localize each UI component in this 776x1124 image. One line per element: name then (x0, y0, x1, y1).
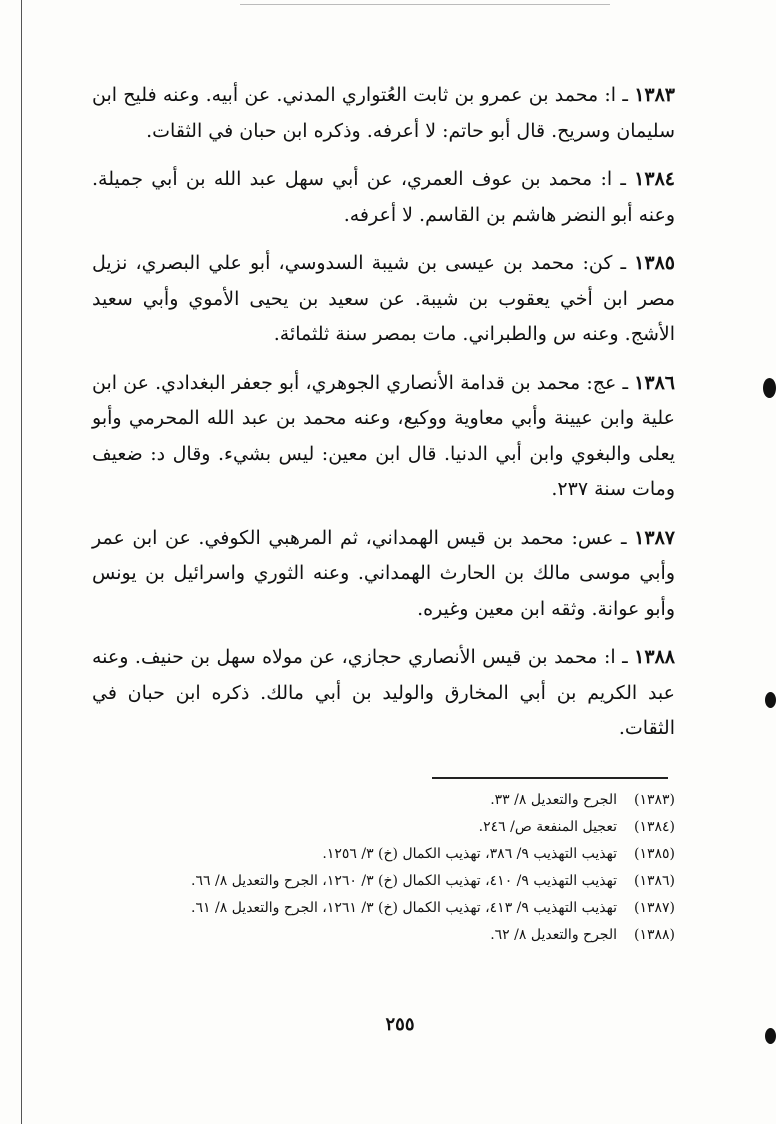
entry-1383 (92, 78, 675, 149)
footnote-1387 (140, 895, 675, 922)
entry-number: ١٣٨٧ (634, 526, 675, 549)
footnote-number: (١٣٨٧) (633, 900, 675, 916)
entry-number: ١٣٨٦ (634, 371, 675, 394)
footnote-1388 (140, 922, 675, 949)
entry-number: ١٣٨٣ (634, 84, 676, 106)
entry-1387 (92, 521, 675, 628)
footnote-text: الجرح والتعديل ٨/ ٦٢. (490, 927, 617, 943)
footnote-number: (١٣٨٨) (633, 927, 675, 943)
footnote-text: تهذيب التهذيب ٩/ ٤١٣، تهذيب الكمال (خ) ٣/ ١٢٦١، الجرح والتعديل ٨/ ٦١. (191, 900, 617, 916)
footnote-text: تعجيل المنفعة ص/ ٢٤٦. (478, 819, 617, 835)
entry-text: ـ ا: محمد بن قيس الأنصاري حجازي، عن مولاه سهل بن حنيف. وعنه عبد الكريم بن أبي المخارق والوليد بن أبي مالك. ذكره ابن حبان في الثقات. (92, 646, 675, 739)
footnote-text: تهذيب التهذيب ٩/ ٣٨٦، تهذيب الكمال (خ) ٣/ ١٢٥٦. (322, 846, 617, 862)
entry-number: ١٣٨٨ (634, 646, 675, 668)
main-text (92, 78, 675, 760)
footnote-text: الجرح والتعديل ٨/ ٣٣. (490, 792, 617, 808)
entry-1386 (92, 366, 675, 508)
footnote-separator (432, 777, 668, 779)
footnote-1385 (140, 841, 675, 868)
page-edge-line (21, 0, 22, 1124)
entry-1384 (92, 162, 675, 233)
binding-hole-mark (765, 692, 776, 708)
entry-1388 (92, 640, 675, 747)
top-rule (240, 4, 610, 5)
entry-1385 (92, 246, 675, 353)
footnote-1383 (140, 787, 675, 814)
entry-text: ـ عج: محمد بن قدامة الأنصاري الجوهري، أبو جعفر البغدادي. عن ابن علية وابن عيينة وأبي معاوية ووكيع، وعنه محمد بن عبد الله المحرمي وأبو يعلى والبغوي وابن أبي الدنيا. قال ابن معين: ليس بشيء. وقال د: ضعيف ومات سنة ٢٣٧. (92, 371, 675, 500)
entry-text: ـ كن: محمد بن عيسى بن شيبة السدوسي، أبو علي البصري، نزيل مصر ابن أخي يعقوب بن شيبة. عن سعيد بن يحيى الأموي وأبي سعيد الأشج. وعنه س والطبراني. مات بمصر سنة ثلثمائة. (92, 252, 675, 345)
entry-text: ـ عس: محمد بن قيس الهمداني، ثم المرهبي الكوفي. عن ابن عمر وأبي موسى مالك بن الحارث الهمداني. وعنه الثوري واسرائيل بن يونس وأبو عوانة. وثقه ابن معين وغيره. (92, 526, 675, 620)
footnote-number: (١٣٨٦) (633, 873, 675, 889)
footnotes (140, 787, 675, 949)
entry-text: ـ ا: محمد بن عمرو بن ثابت العُتواري المدني. عن أبيه. وعنه فليح ابن سليمان وسريح. قال أبو حاتم: لا أعرفه. وذكره ابن حبان في الثقات. (92, 84, 675, 142)
page-number: ٢٥٥ (385, 1014, 415, 1035)
entry-number: ١٣٨٤ (634, 168, 675, 190)
binding-hole-mark (765, 1028, 776, 1044)
footnote-text: تهذيب التهذيب ٩/ ٤١٠، تهذيب الكمال (خ) ٣/ ١٢٦٠، الجرح والتعديل ٨/ ٦٦. (191, 873, 617, 889)
binding-hole-mark (763, 378, 776, 398)
footnote-number: (١٣٨٣) (633, 792, 675, 808)
entry-number: ١٣٨٥ (634, 252, 675, 274)
footnote-number: (١٣٨٥) (633, 846, 675, 862)
footnote-1384 (140, 814, 675, 841)
entry-text: ـ ا: محمد بن عوف العمري، عن أبي سهل عبد الله بن أبي جميلة. وعنه أبو النضر هاشم بن القاسم. لا أعرفه. (92, 168, 675, 226)
footnote-number: (١٣٨٤) (633, 819, 675, 835)
footnote-1386 (140, 868, 675, 895)
